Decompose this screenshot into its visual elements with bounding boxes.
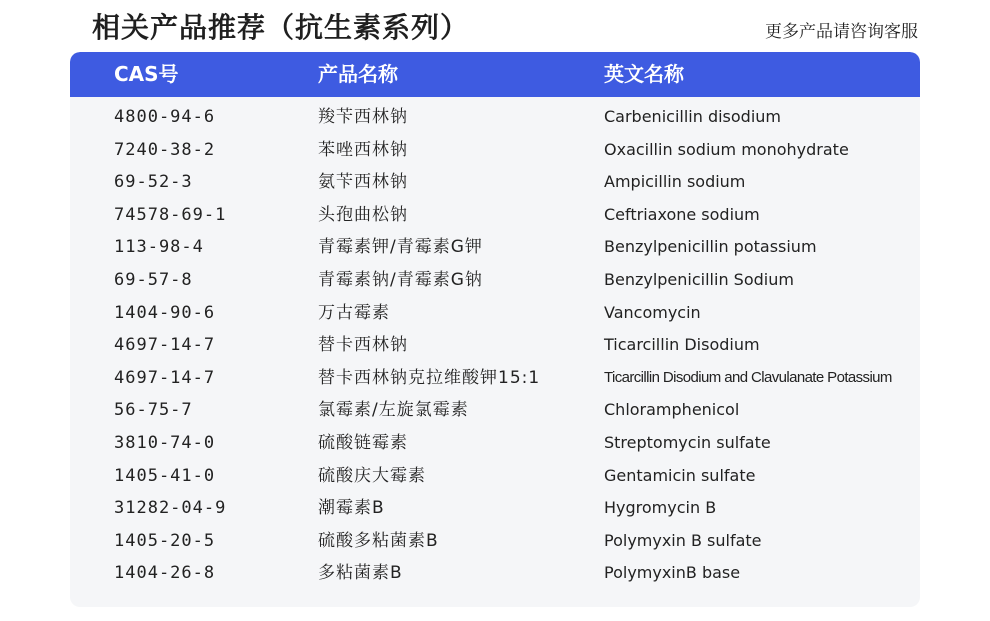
product-name-cn: 多粘菌素B bbox=[318, 563, 403, 584]
cas-number: 74578-69-1 bbox=[114, 204, 227, 225]
table-row bbox=[70, 199, 920, 232]
cas-number: 4697-14-7 bbox=[114, 367, 216, 388]
product-name-en: Polymyxin B sulfate bbox=[604, 530, 762, 550]
table-row bbox=[70, 460, 920, 493]
table-row bbox=[70, 525, 920, 558]
product-name-en: Ticarcillin Disodium and Clavulanate Potassium bbox=[604, 368, 892, 386]
table-row bbox=[70, 362, 920, 395]
product-name-cn: 万古霉素 bbox=[318, 302, 390, 323]
product-name-en: Chloramphenicol bbox=[604, 400, 740, 420]
cas-number: 1405-41-0 bbox=[114, 465, 216, 486]
product-name-cn: 羧苄西林钠 bbox=[318, 107, 408, 127]
table-row bbox=[70, 231, 920, 264]
cas-number: 1404-90-6 bbox=[114, 302, 216, 323]
product-name-cn: 氯霉素/左旋氯霉素 bbox=[318, 400, 469, 421]
table-row bbox=[70, 557, 920, 590]
cas-number: 56-75-7 bbox=[114, 400, 193, 421]
table-row bbox=[70, 134, 920, 167]
cas-number: 4697-14-7 bbox=[114, 335, 216, 356]
cas-number: 69-52-3 bbox=[114, 172, 193, 193]
product-name-cn: 硫酸庆大霉素 bbox=[318, 465, 426, 486]
product-name-en: Vancomycin bbox=[604, 302, 701, 322]
consult-customer-service-link[interactable]: 更多产品请咨询客服 bbox=[765, 22, 918, 42]
table-body bbox=[70, 101, 920, 590]
table-row bbox=[70, 427, 920, 460]
product-name-en: Carbenicillin disodium bbox=[604, 107, 781, 126]
cas-number: 4800-94-6 bbox=[114, 107, 216, 127]
product-name-cn: 替卡西林钠 bbox=[318, 335, 408, 356]
table-row bbox=[70, 101, 920, 134]
column-header-cas: CAS号 bbox=[114, 62, 179, 86]
page-title: 相关产品推荐（抗生素系列） bbox=[92, 11, 470, 44]
table-row bbox=[70, 264, 920, 297]
product-name-en: Ceftriaxone sodium bbox=[604, 204, 760, 224]
table-row bbox=[70, 329, 920, 362]
table-row bbox=[70, 394, 920, 427]
product-name-cn: 潮霉素B bbox=[318, 498, 385, 519]
column-header-english-name: 英文名称 bbox=[604, 62, 684, 86]
product-name-cn: 青霉素钾/青霉素G钾 bbox=[318, 237, 483, 258]
cas-number: 1404-26-8 bbox=[114, 563, 216, 584]
product-name-en: Benzylpenicillin Sodium bbox=[604, 269, 794, 289]
product-name-en: Benzylpenicillin potassium bbox=[604, 237, 817, 257]
product-name-cn: 青霉素钠/青霉素G钠 bbox=[318, 269, 483, 290]
product-name-en: Gentamicin sulfate bbox=[604, 465, 756, 485]
product-name-cn: 硫酸多粘菌素B bbox=[318, 530, 439, 551]
cas-number: 31282-04-9 bbox=[114, 498, 227, 519]
cas-number: 1405-20-5 bbox=[114, 530, 216, 551]
product-table bbox=[70, 52, 920, 607]
product-name-en: PolymyxinB base bbox=[604, 563, 741, 583]
table-row bbox=[70, 166, 920, 199]
product-name-cn: 苯唑西林钠 bbox=[318, 139, 408, 160]
cas-number: 7240-38-2 bbox=[114, 139, 216, 160]
column-header-product-name: 产品名称 bbox=[318, 62, 398, 86]
table-row bbox=[70, 297, 920, 330]
product-name-en: Streptomycin sulfate bbox=[604, 432, 771, 452]
product-name-cn: 氨苄西林钠 bbox=[318, 172, 408, 193]
cas-number: 113-98-4 bbox=[114, 237, 204, 258]
product-name-en: Ampicillin sodium bbox=[604, 172, 746, 192]
table-header bbox=[70, 52, 920, 97]
product-name-cn: 头孢曲松钠 bbox=[318, 204, 408, 225]
product-name-en: Oxacillin sodium monohydrate bbox=[604, 139, 849, 159]
table-row bbox=[70, 492, 920, 525]
cas-number: 3810-74-0 bbox=[114, 432, 216, 453]
cas-number: 69-57-8 bbox=[114, 269, 193, 290]
product-name-cn: 硫酸链霉素 bbox=[318, 432, 408, 453]
product-name-cn: 替卡西林钠克拉维酸钾15:1 bbox=[318, 367, 541, 388]
product-name-en: Ticarcillin Disodium bbox=[604, 335, 760, 355]
product-name-en: Hygromycin B bbox=[604, 498, 717, 518]
